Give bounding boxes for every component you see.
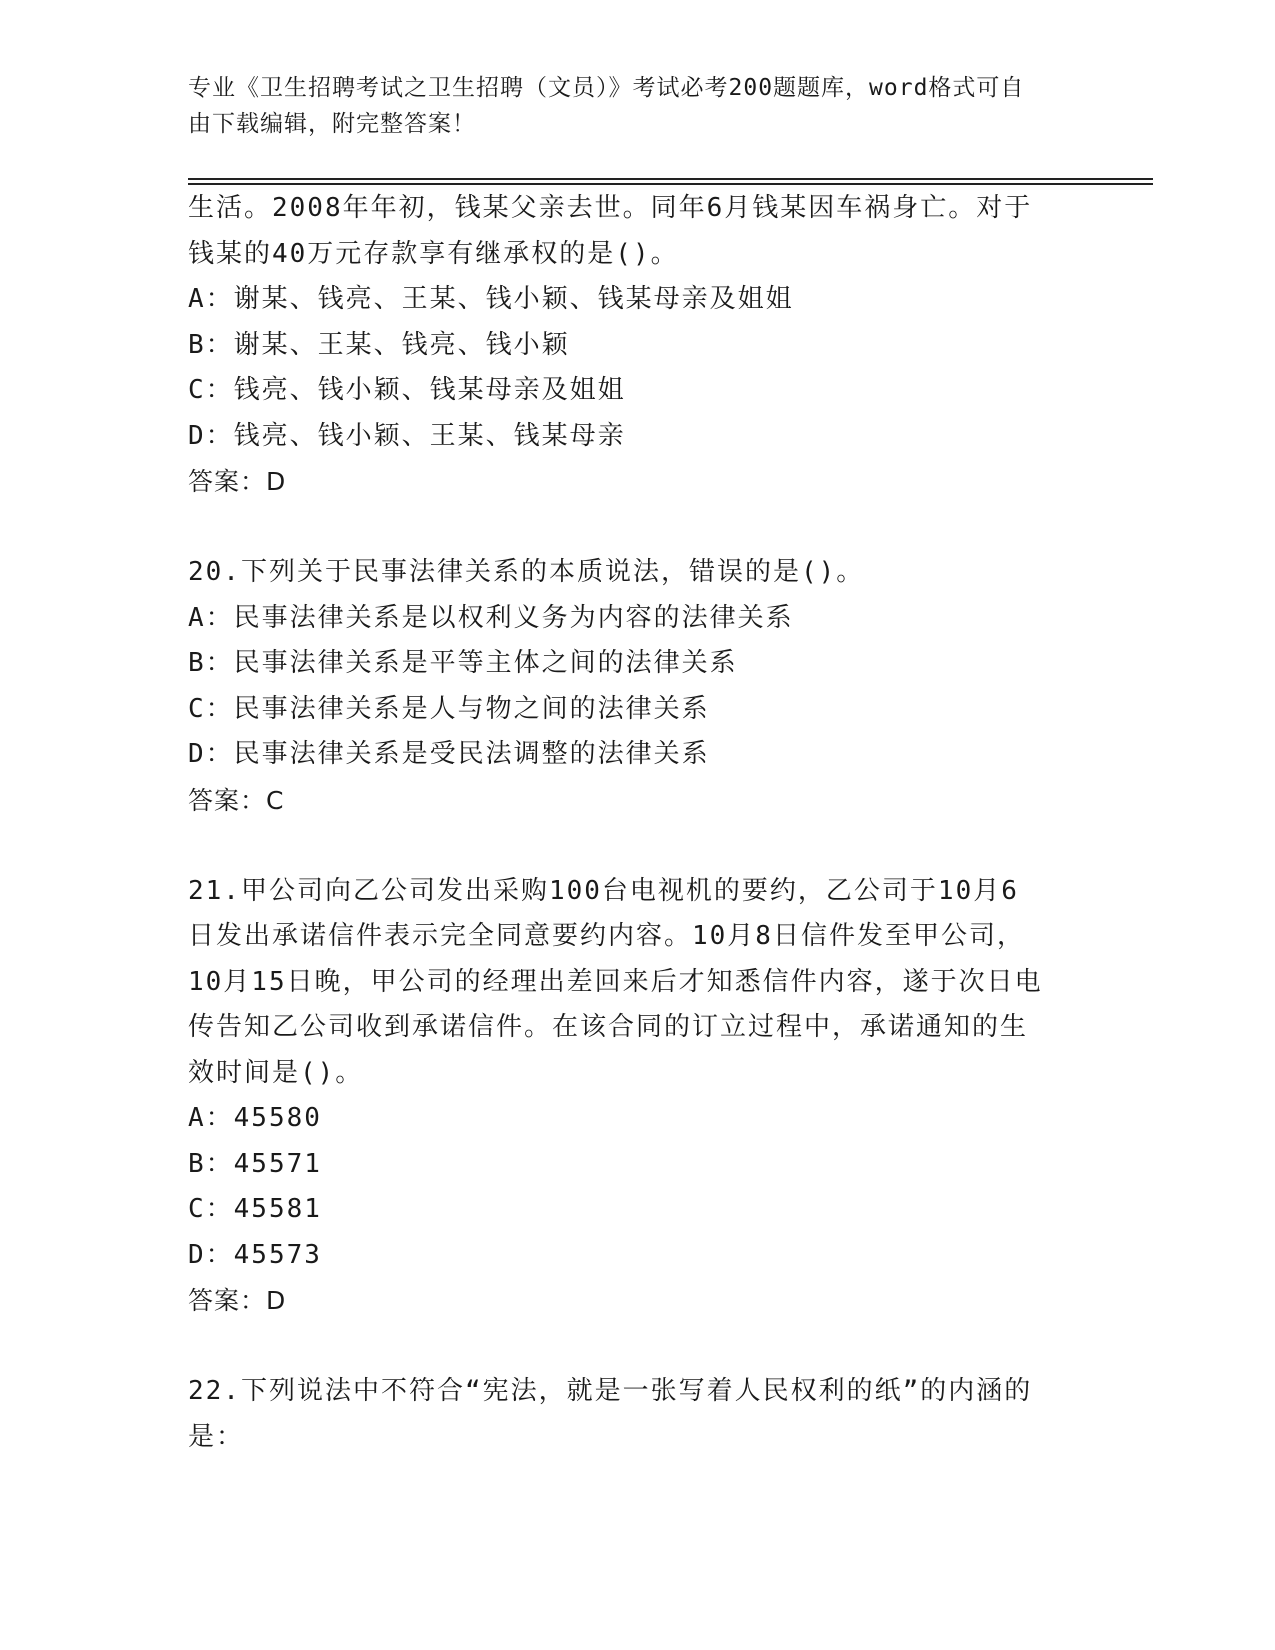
option-a: A：谢某、钱亮、王某、钱小颖、钱某母亲及姐姐 <box>188 284 794 314</box>
header-divider-bottom <box>188 183 1153 185</box>
option-d: D：45573 <box>188 1239 322 1270</box>
question-stem-line: 钱某的40万元存款享有继承权的是()。 <box>188 238 679 269</box>
document-body <box>188 186 1088 1460</box>
header-title-line-1: 专业《卫生招聘考试之卫生招聘（文员）》考试必考200题题库，word格式可自 <box>188 75 1025 101</box>
question-21 <box>188 869 1088 1324</box>
question-stem-line: 22.下列说法中不符合“宪法，就是一张写着人民权利的纸”的内涵的 <box>188 1376 1033 1406</box>
question-22 <box>188 1369 1088 1460</box>
answer: 答案：C <box>188 785 285 815</box>
question-stem-line: 20.下列关于民事法律关系的本质说法，错误的是()。 <box>188 557 865 587</box>
answer: 答案：D <box>188 1286 287 1315</box>
question-20 <box>188 550 1088 823</box>
option-c: C：民事法律关系是人与物之间的法律关系 <box>188 693 710 724</box>
question-stem-line: 是： <box>188 1421 245 1452</box>
question-stem-line: 日发出承诺信件表示完全同意要约内容。10月8日信件发至甲公司， <box>188 921 1025 951</box>
option-b: B：民事法律关系是平等主体之间的法律关系 <box>188 648 738 678</box>
spacer <box>188 823 1088 869</box>
question-stem-line: 生活。2008年年初，钱某父亲去世。同年6月钱某因车祸身亡。对于 <box>188 193 1033 223</box>
option-b: B：谢某、王某、钱亮、钱小颖 <box>188 329 570 360</box>
header-title-line-2: 由下载编辑，附完整答案！ <box>188 111 476 137</box>
option-c: C：45581 <box>188 1194 322 1224</box>
question-stem-line: 效时间是()。 <box>188 1057 364 1088</box>
spacer <box>188 1324 1088 1370</box>
option-d: D：民事法律关系是受民法调整的法律关系 <box>188 739 710 769</box>
option-c: C：钱亮、钱小颖、钱某母亲及姐姐 <box>188 375 626 405</box>
header-divider-top <box>188 178 1153 180</box>
answer: 答案：D <box>188 467 287 496</box>
option-a: A：民事法律关系是以权利义务为内容的法律关系 <box>188 602 794 633</box>
question-stem-line: 10月15日晚，甲公司的经理出差回来后才知悉信件内容，遂于次日电 <box>188 966 1043 997</box>
option-d: D：钱亮、钱小颖、王某、钱某母亲 <box>188 420 626 451</box>
question-stem-line: 传告知乙公司收到承诺信件。在该合同的订立过程中，承诺通知的生 <box>188 1012 1029 1042</box>
spacer <box>188 505 1088 551</box>
option-b: B：45571 <box>188 1148 322 1179</box>
page-header <box>188 70 1088 142</box>
question-stem-line: 21.甲公司向乙公司发出采购100台电视机的要约，乙公司于10月6 <box>188 875 1019 906</box>
option-a: A：45580 <box>188 1103 322 1133</box>
question-19 <box>188 186 1088 505</box>
